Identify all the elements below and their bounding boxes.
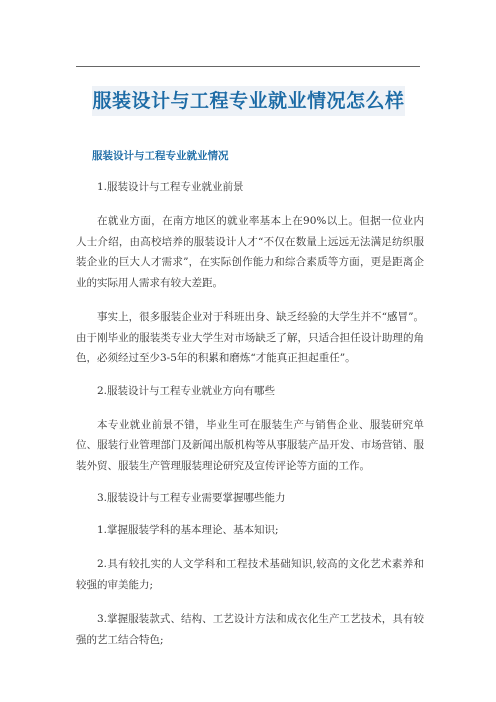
section-heading-1: 1.服装设计与工程专业就业前景 (97, 181, 244, 193)
ability-item-3: 3.掌握服装款式、结构、工艺设计方法和成衣化生产工艺技术，具有较强的艺工结合特色; (76, 613, 424, 646)
paragraph-industry-view: 事实上，很多服装企业对于科班出身、缺乏经验的大学生并不“感冒”。由于刚毕业的服装类专业大学生对市场缺乏了解，只适合担任设计助理的角色，必须经过至少3-5年的积累和磨炼“才能真正担起重任”。 (76, 311, 424, 364)
page-title: 服装设计与工程专业就业情况怎么样 (92, 86, 405, 116)
header-rule (76, 66, 420, 67)
section-heading-3: 3.服装设计与工程专业需要掌握哪些能力 (97, 492, 286, 504)
article-body (76, 148, 424, 664)
section-heading-2: 2.服装设计与工程专业就业方向有哪些 (97, 384, 276, 397)
paragraph-career-directions: 本专业就业前景不错，毕业生可在服装生产与销售企业、服装研究单位、服装行业管理部门及新闻出版机构等从事服装产品开发、市场营销、服装外贸、服装生产管理服装理论研究及宣传评论等方面的工作。 (76, 418, 424, 472)
ability-item-2: 2.具有较扎实的人文学科和工程技术基础知识,较高的文化艺术素养和较强的审美能力; (76, 558, 424, 591)
paragraph-employment-rate: 在就业方面，在南方地区的就业率基本上在90%以上。但据一位业内人士介绍，由高校培养的服装设计人才“不仅在数量上远远无法满足纺织服装企业的巨大人才需求”，在实际创作能力和综合素质等方面，更是距离企业的实际用人需求有较大差距。 (76, 215, 424, 289)
section-subtitle: 服装设计与工程专业就业情况 (92, 150, 229, 162)
ability-item-1: 1.掌握服装学科的基本理论、基本知识; (97, 524, 279, 536)
